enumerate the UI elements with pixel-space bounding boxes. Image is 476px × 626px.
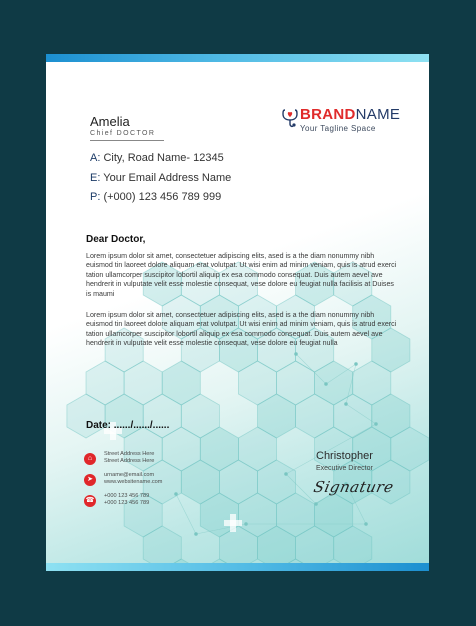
signatory-title: Executive Director — [316, 465, 373, 472]
footer-address: Street Address Here Street Address Here — [104, 451, 155, 464]
send-icon: ➤ — [84, 474, 96, 486]
phone-icon: ☎ — [84, 495, 96, 507]
home-icon: ⌂ — [84, 453, 96, 465]
brand-name: BRANDNAME — [300, 106, 401, 123]
bottom-accent-bar — [46, 563, 429, 571]
footer-email: urname@email.com www.websitename.com — [104, 472, 163, 485]
stethoscope-heart-icon — [282, 108, 298, 128]
contact-phone: P: (+000) 123 456 789 999 — [90, 191, 222, 203]
footer-phone: +000 123 456 789 +000 123 456 789 — [104, 493, 150, 506]
signatory-name: Christopher — [316, 450, 373, 462]
contact-email: E: Your Email Address Name — [90, 172, 232, 184]
sender-name: Amelia — [90, 114, 130, 129]
brand-tagline: Your Tagline Space — [300, 124, 376, 133]
letter-greeting: Dear Doctor, — [86, 234, 146, 245]
contact-address: A: City, Road Name- 12345 — [90, 152, 224, 164]
date-line: Date: ....../....../...... — [86, 420, 170, 431]
letterhead-sheet — [46, 54, 429, 571]
signature-script: Signature — [312, 478, 396, 496]
sender-role: Chief DOCTOR — [90, 130, 156, 137]
letter-paragraph-1: Lorem ipsum dolor sit amet, consectetuer adipiscing elits, ased is a the diam nonummy nibh euismod tin laoreet dolore aliquam erat volutpat. Ut wisi enim ad minim veniam, quis is atrud exerci tation ullamcorper suscipitor lobortil aliquip ex esa commodo consequat. Duis autem aevel ave hendrerit in vulputate velit esse molestie consequat, vese dolore eu feugiat nulla facilisis at Duises is maumi — [86, 252, 397, 298]
letter-paragraph-2: Lorem ipsum dolor sit amet, consectetuer adipiscing elits, ased is a the diam nonummy nibh euismod tin laoreet dolore aliquam erat volutpat. Ut wisi enim ad minim veniam, quis is atrud exerci tation ullamcorper suscipitor lobortil aliquip ex esa commodo consequat. Duis autem aevel ave hendrerit in vulputate velit esse molestie consequat, vese dolore eu feugiat nulla — [86, 311, 397, 348]
divider — [90, 140, 164, 141]
